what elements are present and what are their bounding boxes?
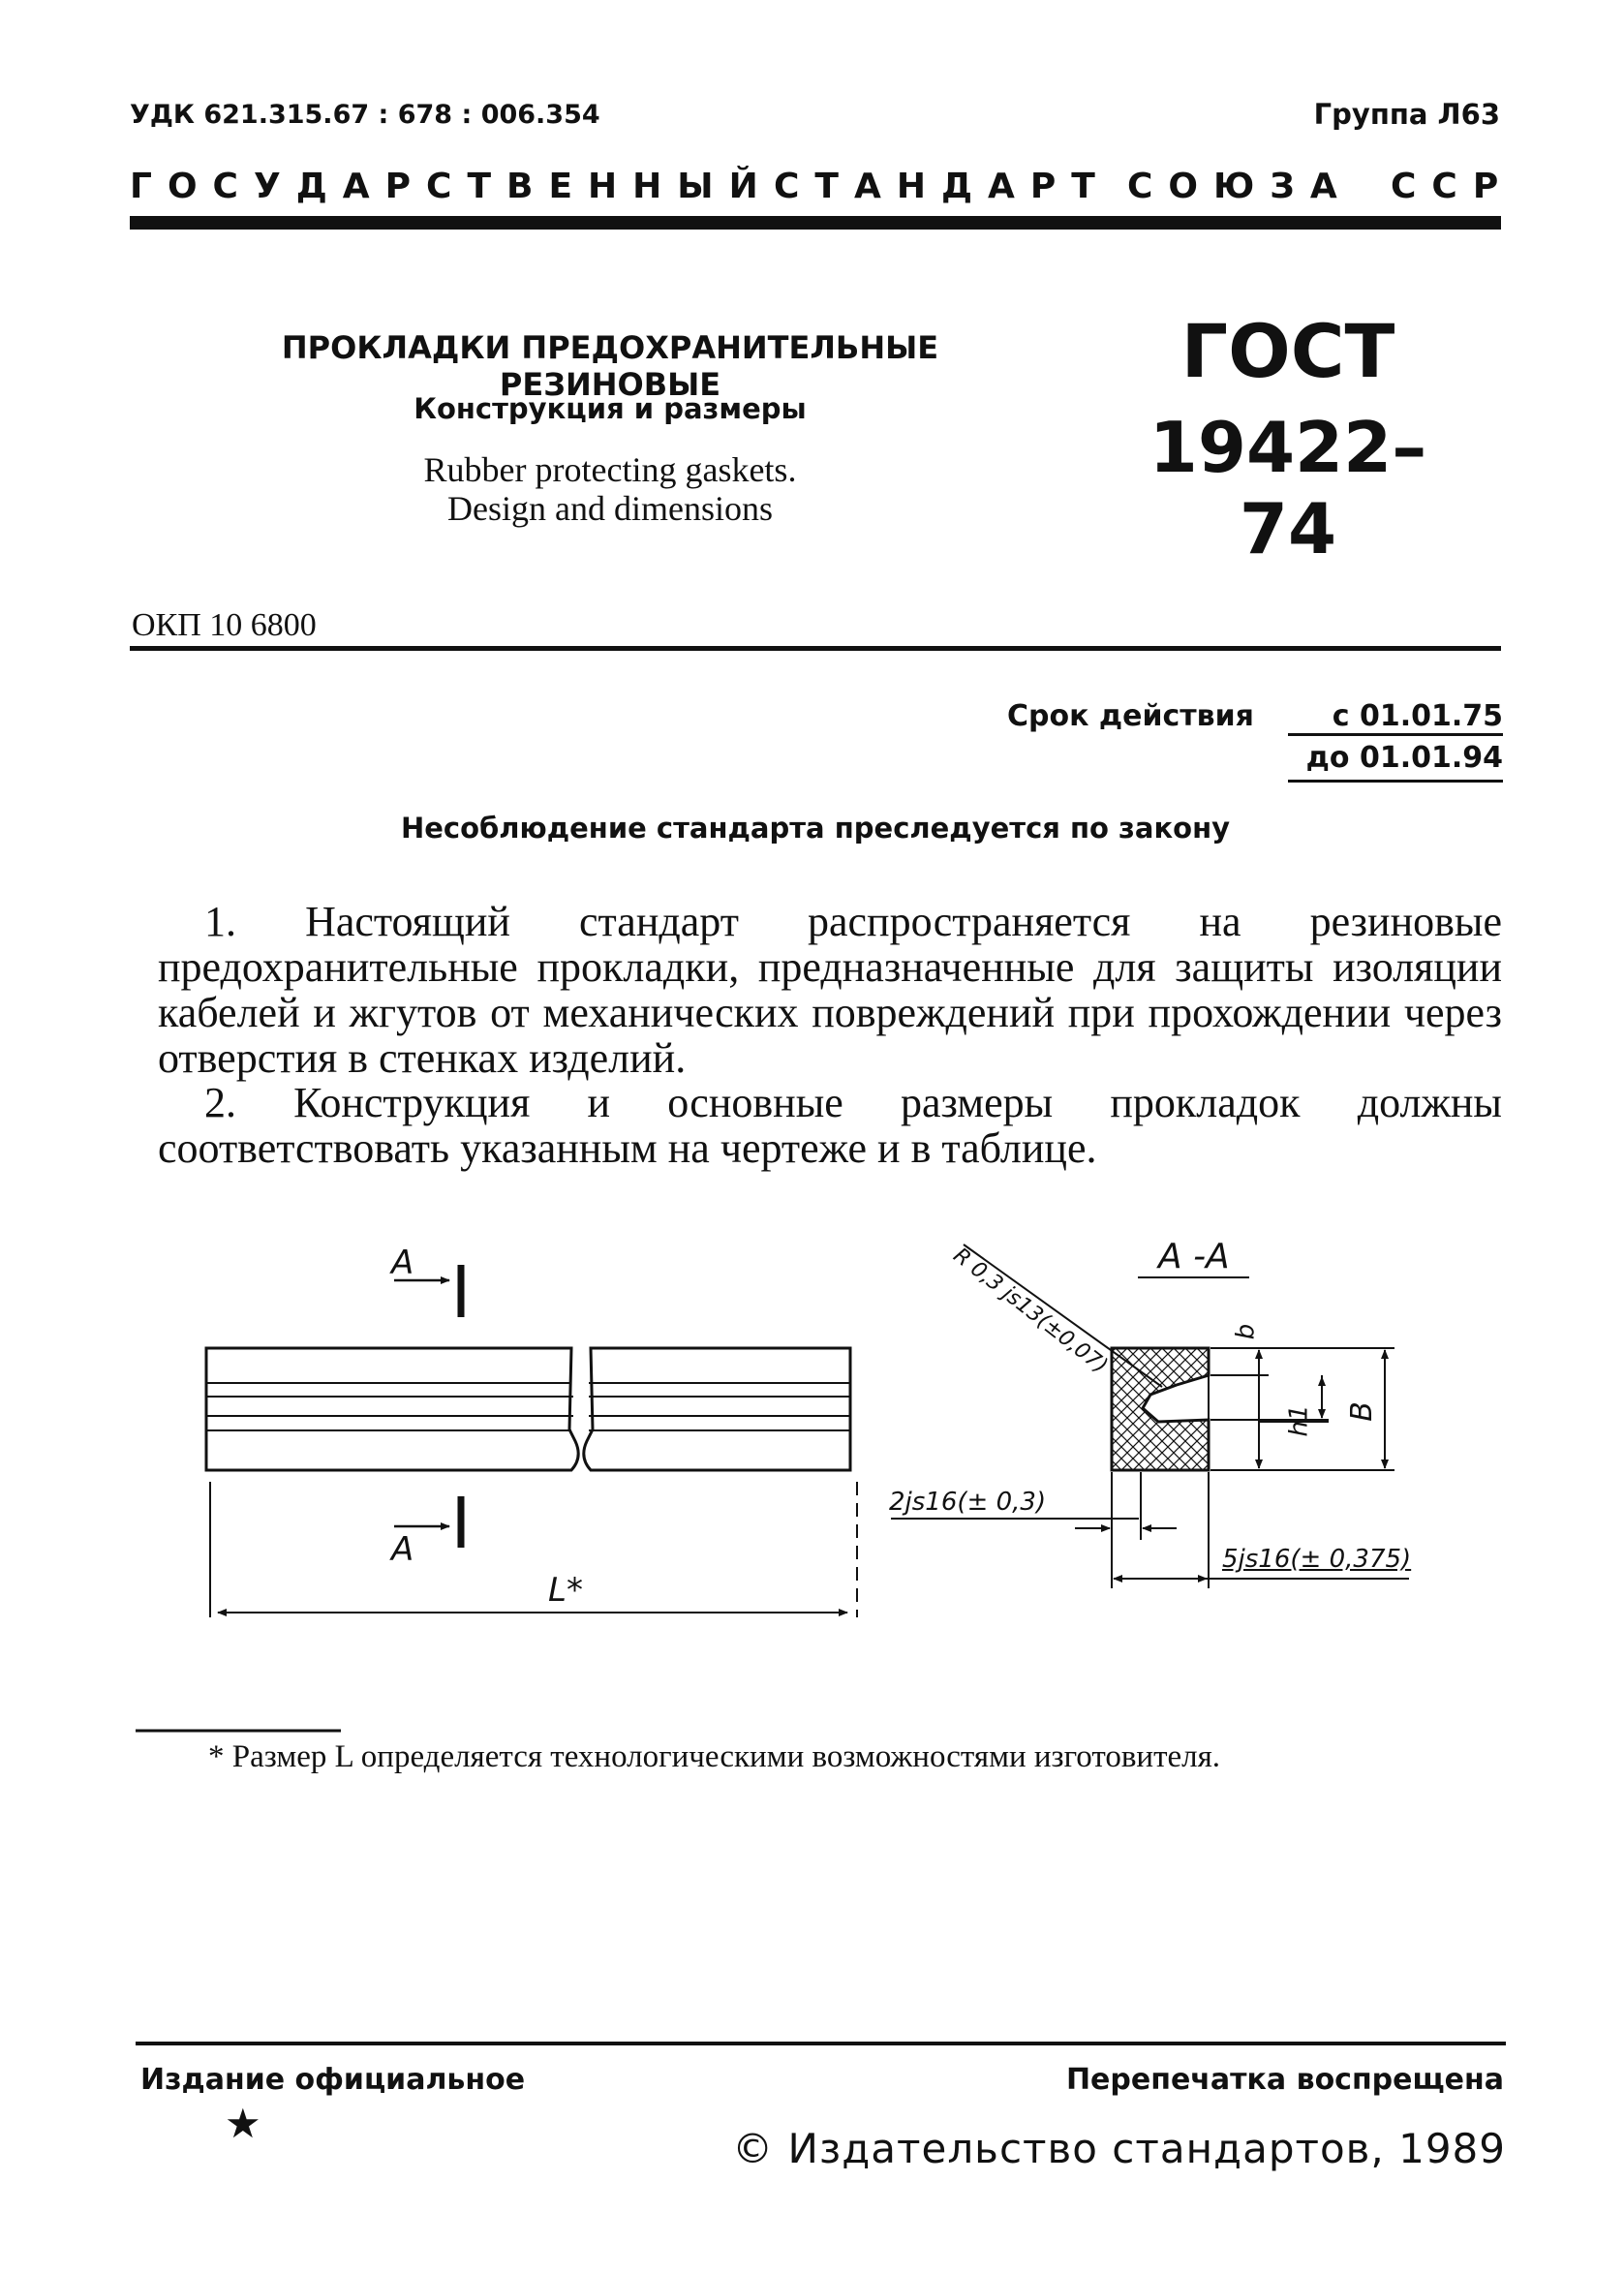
udk-code: УДК 621.315.67 : 678 : 006.354 xyxy=(130,100,600,130)
dim-5js16-label: 5js16(± 0,375) xyxy=(1222,1545,1412,1574)
validity-to: до 01.01.94 xyxy=(1305,741,1503,775)
paragraph-2: 2. Конструкция и основные размеры прокладок должны соответствовать указанным на чертеже и в таблице. xyxy=(158,1079,1502,1172)
title-english-line2: Design and dimensions xyxy=(447,489,773,528)
dim-B-label: B xyxy=(1344,1401,1379,1422)
dim-2js16-label: 2js16(± 0,3) xyxy=(889,1488,1047,1517)
title-english-line1: Rubber protecting gaskets. xyxy=(423,450,797,489)
edition-label: Издание официальное xyxy=(140,2063,526,2097)
dim-b-label: b xyxy=(1231,1323,1261,1340)
law-notice: Несоблюдение стандарта преследуется по закону xyxy=(400,812,1231,845)
section-title: А -А xyxy=(1158,1237,1230,1276)
banner-word-2: СТАНДАРТ xyxy=(774,167,1111,206)
gost-number: 19422–74 xyxy=(1149,407,1427,569)
paragraph-1: 1. Настоящий стандарт распространяется на резиновые предохранительные прокладки, предназначенные для защиты изоляции кабелей и жгутов от механических повреждений при прохождении через отверстия в стенках изделий. xyxy=(158,898,1502,1082)
dim-h1-label: h1 xyxy=(1284,1404,1314,1437)
radius-label: R 0,3 js13(±0,07) xyxy=(948,1244,1113,1379)
strip-right-inner-lines xyxy=(589,1383,850,1430)
copyright-line: © Издательство стандартов, 1989 xyxy=(732,2125,1506,2172)
strip-right-part xyxy=(584,1348,850,1470)
section-mark-top-label: А xyxy=(391,1244,414,1282)
cross-section-profile xyxy=(1112,1348,1209,1470)
gost-label: ГОСТ xyxy=(1180,308,1395,394)
validity-from: с 01.01.75 xyxy=(1332,699,1503,733)
length-dimension xyxy=(210,1482,857,1617)
okp-code: ОКП 10 6800 xyxy=(132,607,317,643)
star-mark: ★ xyxy=(225,2100,261,2147)
length-label: L* xyxy=(548,1571,583,1610)
title-main: ПРОКЛАДКИ ПРЕДОХРАНИТЕЛЬНЫЕ РЕЗИНОВЫЕ xyxy=(281,329,939,403)
reprint-notice: Перепечатка воспрещена xyxy=(1065,2063,1504,2097)
banner-word-1: ГОСУДАРСТВЕННЫЙ xyxy=(130,167,774,206)
banner-word-3: СОЮЗА xyxy=(1127,167,1353,206)
strip-left-inner-lines xyxy=(206,1383,573,1430)
strip-left-part xyxy=(206,1348,578,1470)
validity-label: Срок действия xyxy=(1007,699,1254,733)
footnote-text: * Размер L определяется технологическими возможностями изготовителя. xyxy=(208,1739,1221,1774)
group-code: Группа Л63 xyxy=(1313,98,1500,131)
section-mark-bottom-label: А xyxy=(391,1530,414,1569)
title-subtitle: Конструкция и размеры xyxy=(414,392,807,425)
banner-word-4: ССР xyxy=(1391,167,1515,206)
